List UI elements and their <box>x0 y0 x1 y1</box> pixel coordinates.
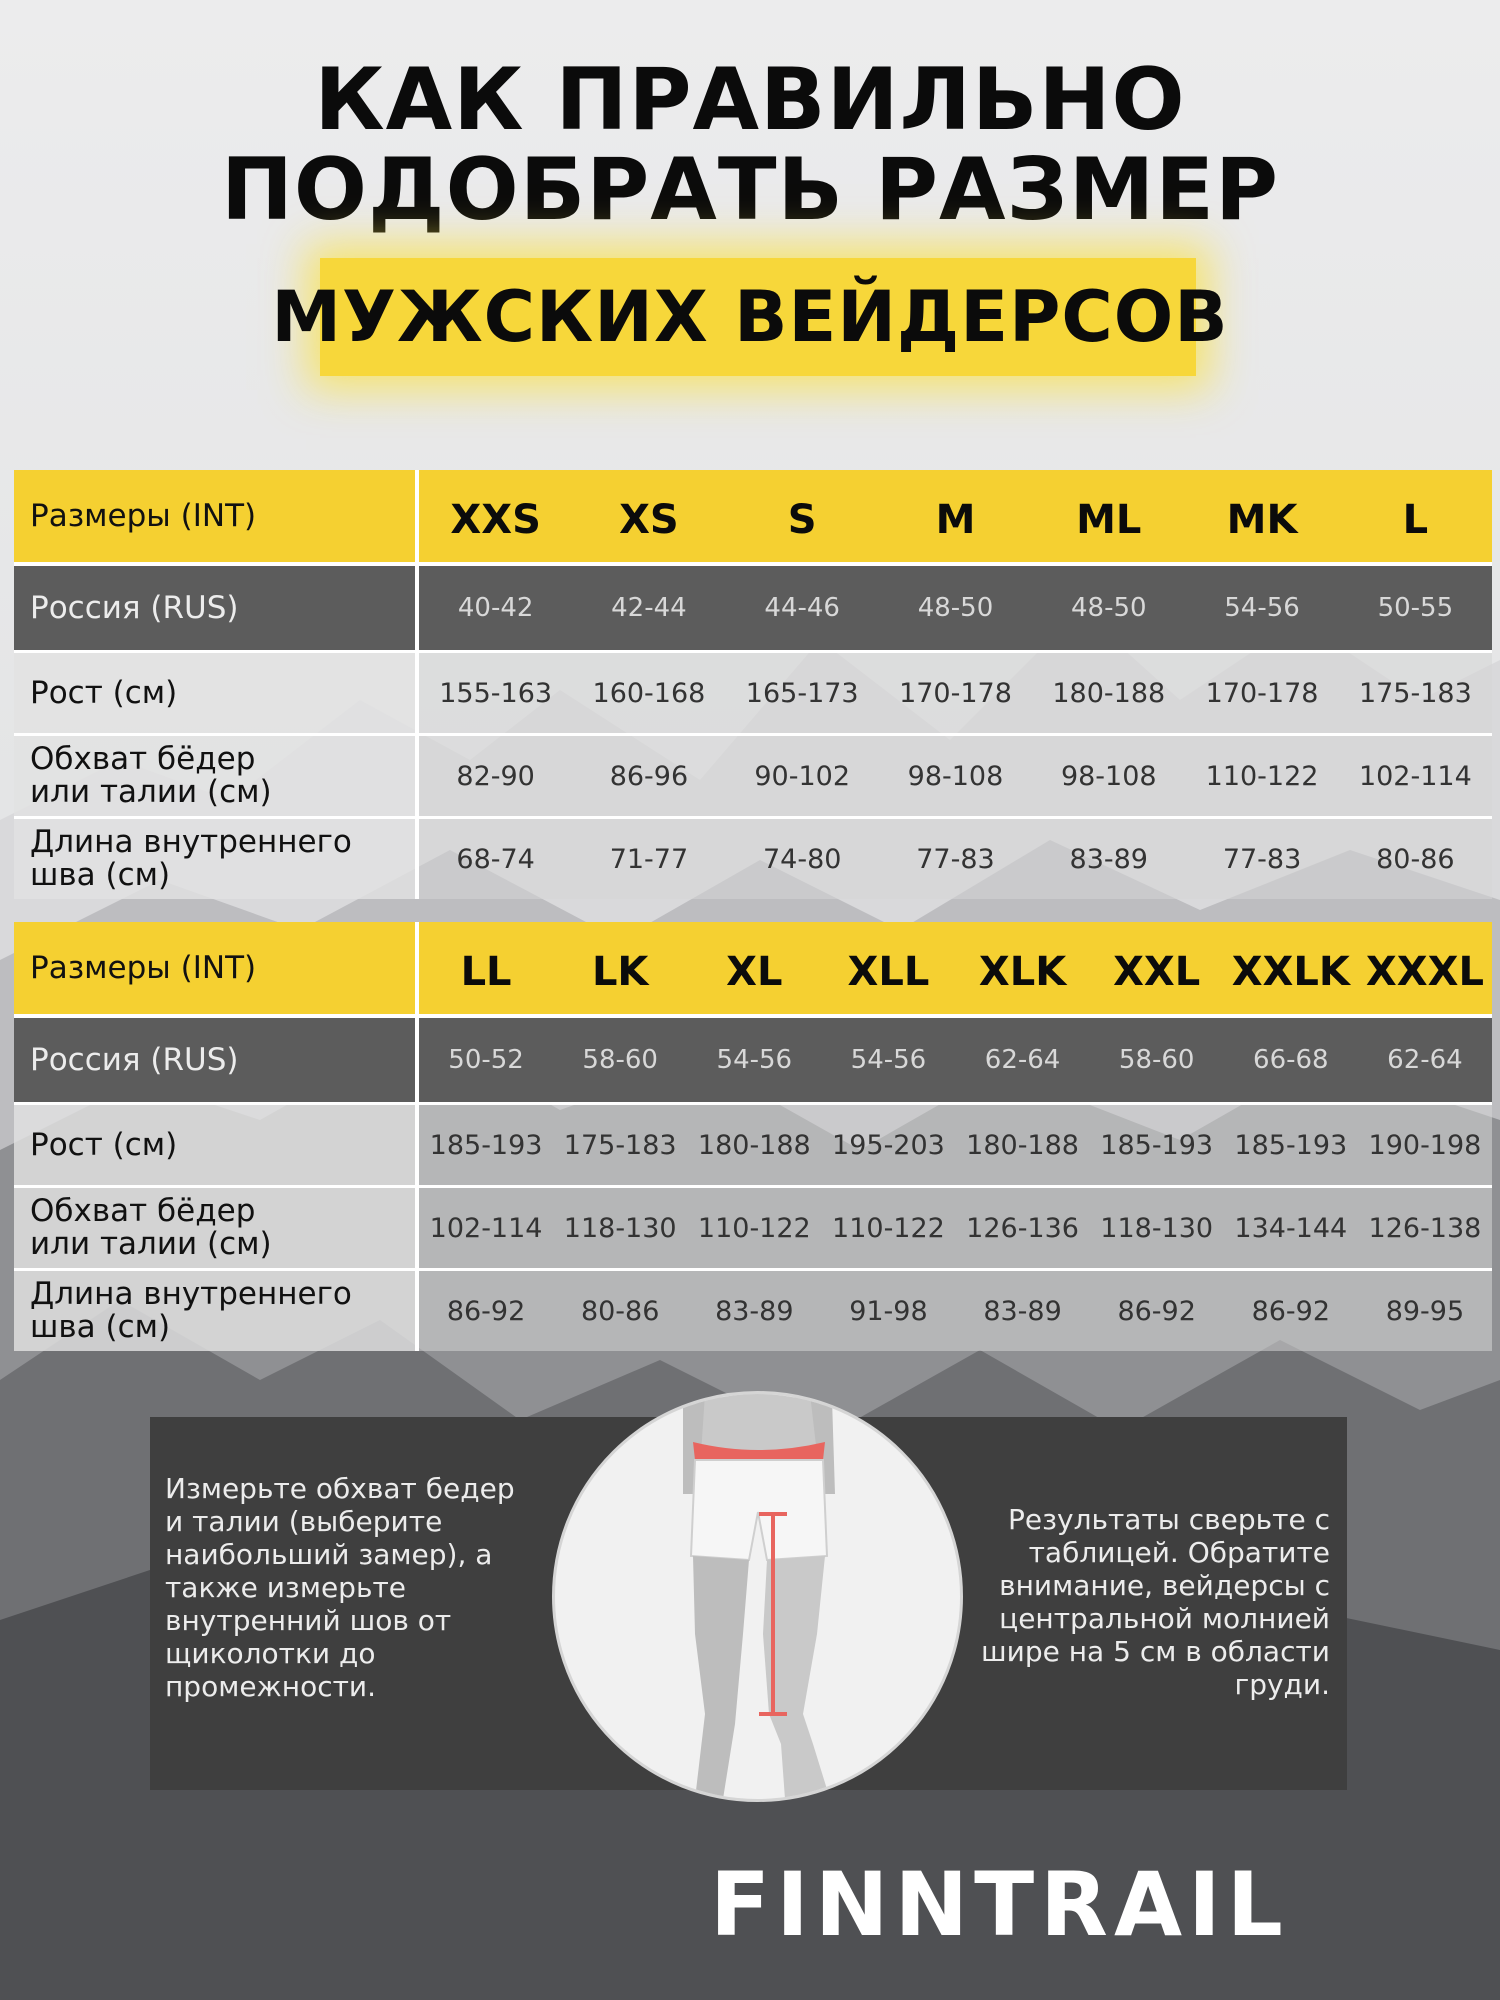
height-cell: 185-193 <box>419 1102 553 1185</box>
row-label-inseam: Длина внутреннего шва (см) <box>14 1268 419 1351</box>
inseam-cell: 80-86 <box>553 1268 687 1351</box>
size-cell: XLL <box>821 922 955 1014</box>
hips-cell: 118-130 <box>1090 1185 1224 1268</box>
inseam-cell: 89-95 <box>1358 1268 1492 1351</box>
size-row-inseam <box>14 1268 1492 1351</box>
hips-cell: 102-114 <box>419 1185 553 1268</box>
rus-cell: 54-56 <box>1185 562 1338 650</box>
height-cell: 180-188 <box>1032 650 1185 733</box>
rus-cell: 58-60 <box>1090 1014 1224 1102</box>
size-row-int <box>14 922 1492 1014</box>
instruction-compare-text: Результаты сверьте с таблицей. Обратите внимание, вейдерсы с центральной молнией шире на 5 см в области груди. <box>981 1503 1330 1701</box>
size-cell: M <box>879 470 1032 562</box>
title-line-2: ПОДОБРАТЬ РАЗМЕР <box>220 140 1280 240</box>
size-row-hips <box>14 733 1492 816</box>
inseam-cell: 71-77 <box>572 816 725 899</box>
title-line-3: МУЖСКИХ ВЕЙДЕРСОВ <box>271 276 1229 358</box>
size-cell: XS <box>572 470 725 562</box>
inseam-cell: 91-98 <box>821 1268 955 1351</box>
instruction-measure-text: Измерьте обхват бедер и талии (выберите наибольший замер), а также измерьте внутренний шов от щиколотки до промежности. <box>165 1472 515 1703</box>
size-table-1 <box>14 470 1492 899</box>
hips-cell: 134-144 <box>1224 1185 1358 1268</box>
hips-cell: 110-122 <box>1185 733 1338 816</box>
inseam-cell: 83-89 <box>956 1268 1090 1351</box>
rus-cell: 66-68 <box>1224 1014 1358 1102</box>
rus-cell: 50-52 <box>419 1014 553 1102</box>
size-cell: XXLK <box>1224 922 1358 1014</box>
inseam-cell: 77-83 <box>879 816 1032 899</box>
inseam-cell: 77-83 <box>1185 816 1338 899</box>
height-cell: 180-188 <box>956 1102 1090 1185</box>
title-line-1: КАК ПРАВИЛЬНО <box>314 50 1186 150</box>
body-figure-icon <box>555 1394 960 1799</box>
rus-cell: 54-56 <box>821 1014 955 1102</box>
hips-cell: 126-136 <box>956 1185 1090 1268</box>
size-cell: XLK <box>956 922 1090 1014</box>
row-label-rus: Россия (RUS) <box>14 562 419 650</box>
height-cell: 170-178 <box>879 650 1032 733</box>
row-label-hips: Обхват бёдер или талии (см) <box>14 733 419 816</box>
size-row-hips <box>14 1185 1492 1268</box>
size-cell: LK <box>553 922 687 1014</box>
size-cell: S <box>726 470 879 562</box>
size-cell: XXS <box>419 470 572 562</box>
hips-cell: 98-108 <box>879 733 1032 816</box>
rus-cell: 50-55 <box>1339 562 1492 650</box>
size-cell: MK <box>1185 470 1338 562</box>
inseam-cell: 86-92 <box>1090 1268 1224 1351</box>
inseam-cell: 80-86 <box>1339 816 1492 899</box>
rus-cell: 58-60 <box>553 1014 687 1102</box>
size-row-rus <box>14 1014 1492 1102</box>
height-cell: 170-178 <box>1185 650 1338 733</box>
row-label-int: Размеры (INT) <box>14 470 419 562</box>
hips-cell: 82-90 <box>419 733 572 816</box>
row-label-rus: Россия (RUS) <box>14 1014 419 1102</box>
hips-cell: 98-108 <box>1032 733 1185 816</box>
size-row-height <box>14 1102 1492 1185</box>
hips-cell: 110-122 <box>821 1185 955 1268</box>
brand-logo: FINNTRAIL <box>710 1853 1289 1956</box>
height-cell: 195-203 <box>821 1102 955 1185</box>
rus-cell: 48-50 <box>1032 562 1185 650</box>
rus-cell: 48-50 <box>879 562 1032 650</box>
inseam-cell: 86-92 <box>419 1268 553 1351</box>
row-label-height: Рост (см) <box>14 650 419 733</box>
rus-cell: 54-56 <box>687 1014 821 1102</box>
hips-cell: 126-138 <box>1358 1185 1492 1268</box>
height-cell: 190-198 <box>1358 1102 1492 1185</box>
row-label-hips: Обхват бёдер или талии (см) <box>14 1185 419 1268</box>
rus-cell: 40-42 <box>419 562 572 650</box>
rus-cell: 62-64 <box>1358 1014 1492 1102</box>
height-cell: 180-188 <box>687 1102 821 1185</box>
inseam-cell: 74-80 <box>726 816 879 899</box>
hips-cell: 110-122 <box>687 1185 821 1268</box>
rus-cell: 42-44 <box>572 562 725 650</box>
size-table-2 <box>14 922 1492 1351</box>
row-label-height: Рост (см) <box>14 1102 419 1185</box>
height-cell: 160-168 <box>572 650 725 733</box>
size-row-inseam <box>14 816 1492 899</box>
row-label-inseam: Длина внутреннего шва (см) <box>14 816 419 899</box>
size-row-rus <box>14 562 1492 650</box>
rus-cell: 44-46 <box>726 562 879 650</box>
hips-cell: 118-130 <box>553 1185 687 1268</box>
hips-cell: 90-102 <box>726 733 879 816</box>
size-cell: XL <box>687 922 821 1014</box>
size-cell: L <box>1339 470 1492 562</box>
height-cell: 175-183 <box>553 1102 687 1185</box>
height-cell: 155-163 <box>419 650 572 733</box>
row-label-int: Размеры (INT) <box>14 922 419 1014</box>
rus-cell: 62-64 <box>956 1014 1090 1102</box>
height-cell: 175-183 <box>1339 650 1492 733</box>
hips-cell: 86-96 <box>572 733 725 816</box>
size-cell: LL <box>419 922 553 1014</box>
size-cell: ML <box>1032 470 1185 562</box>
size-row-int <box>14 470 1492 562</box>
hips-cell: 102-114 <box>1339 733 1492 816</box>
height-cell: 185-193 <box>1090 1102 1224 1185</box>
size-cell: XXL <box>1090 922 1224 1014</box>
inseam-cell: 83-89 <box>1032 816 1185 899</box>
height-cell: 185-193 <box>1224 1102 1358 1185</box>
inseam-cell: 83-89 <box>687 1268 821 1351</box>
size-cell: XXXL <box>1358 922 1492 1014</box>
size-row-height <box>14 650 1492 733</box>
inseam-cell: 68-74 <box>419 816 572 899</box>
height-cell: 165-173 <box>726 650 879 733</box>
measurement-illustration <box>552 1391 963 1802</box>
inseam-cell: 86-92 <box>1224 1268 1358 1351</box>
